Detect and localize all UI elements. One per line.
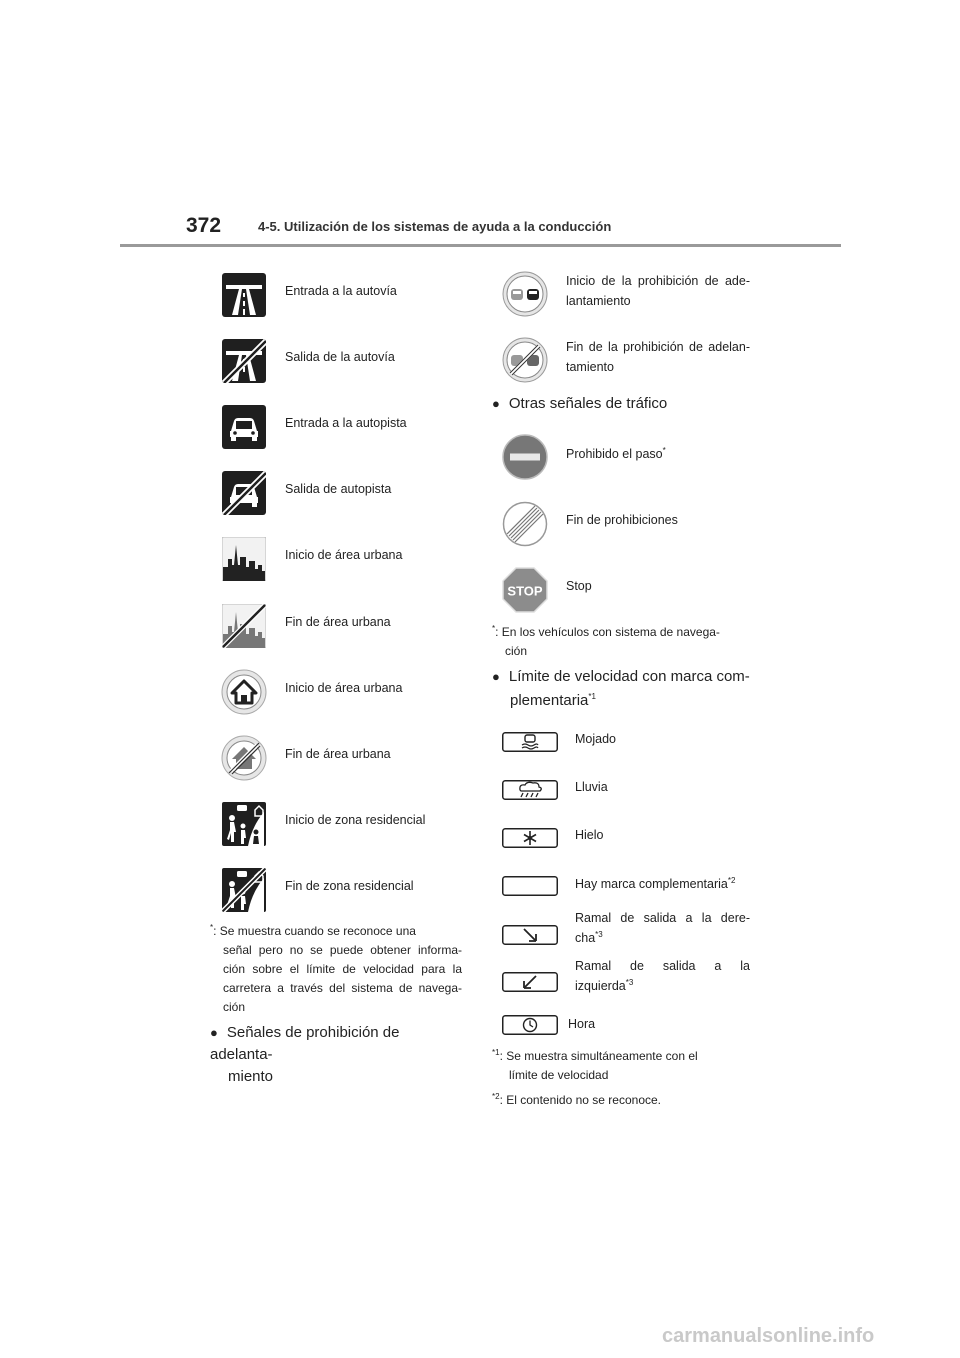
sign-label: Inicio de área urbana <box>285 681 403 695</box>
footnote-line: señal pero no se puede obtener informa- <box>223 943 462 957</box>
clock-plate-icon <box>502 1015 558 1035</box>
footnote-line: límite de velocidad <box>509 1068 609 1082</box>
expressway-exit-sign-icon <box>222 471 266 515</box>
footnote-marker: *1 <box>588 692 596 701</box>
footnote-line: ción sobre el límite de velocidad para la <box>223 962 462 976</box>
watermark: carmanualsonline.info <box>662 1325 875 1347</box>
plate-label-text: cha <box>575 931 596 945</box>
sign-label: Fin de área urbana <box>285 615 391 629</box>
footnote-marker: * <box>492 624 496 633</box>
overtaking-heading <box>210 1022 466 1088</box>
sign-label <box>566 444 666 464</box>
plate-label: Hora <box>568 1017 596 1031</box>
motorway-exit-sign-icon <box>222 339 266 383</box>
footnote-marker: * <box>662 445 666 455</box>
footnote-line: ción <box>505 644 528 658</box>
sign-label: Stop <box>566 579 592 593</box>
no-overtaking-start-sign-icon <box>502 271 548 317</box>
footnote-line: carretera a través del sistema de navega- <box>223 981 462 995</box>
end-of-restrictions-sign-icon <box>502 501 548 547</box>
bullet-icon: ● <box>492 396 500 411</box>
footnote-line: : El contenido no se reconoce. <box>499 1093 661 1107</box>
footnote-marker: *2 <box>727 875 736 885</box>
urban-area-start-sign-icon <box>222 537 266 581</box>
exit-right-arrow-plate-icon <box>502 925 558 945</box>
urban-area-end-sign-icon <box>222 604 266 648</box>
plate-label <box>575 976 633 996</box>
ice-plate-icon <box>502 828 558 848</box>
sign-label: Fin de la prohibición de adelan- <box>566 340 750 354</box>
footnote-simultaneous <box>492 1047 752 1085</box>
plate-label: Mojado <box>575 732 616 746</box>
sign-label: Fin de área urbana <box>285 747 391 761</box>
sign-label: Salida de la autovía <box>285 350 395 364</box>
sign-label: tamiento <box>566 360 614 374</box>
footnote-line: : Se muestra cuando se reconoce una <box>213 924 416 938</box>
footnote-line: : Se muestra simultáneamente con el <box>499 1049 698 1063</box>
other-signs-heading <box>492 393 667 415</box>
plate-label: Hielo <box>575 828 604 842</box>
bullet-icon: ● <box>210 1025 218 1040</box>
footnote-marker: *3 <box>595 929 603 939</box>
bullet-icon: ● <box>492 669 500 684</box>
sign-label-text: Prohibido el paso <box>566 447 663 461</box>
footnote-line: : En los vehículos con sistema de navega- <box>495 625 720 639</box>
stop-sign-text: STOP <box>507 583 543 599</box>
sign-label: Fin de prohibiciones <box>566 513 678 527</box>
sign-label: Entrada a la autopista <box>285 416 407 430</box>
footnote-marker: *2 <box>492 1092 500 1101</box>
sign-label: Salida de autopista <box>285 482 392 496</box>
page-number: 372 <box>186 214 222 237</box>
section-title: 4-5. Utilización de los sistemas de ayuda a la conducción <box>258 219 612 234</box>
sign-label: Inicio de la prohibición de ade- <box>566 274 750 288</box>
exit-left-arrow-plate-icon <box>502 972 558 992</box>
expressway-entry-sign-icon <box>222 405 266 449</box>
wet-road-plate-icon <box>502 732 558 752</box>
urban-house-start-sign-icon <box>221 669 267 715</box>
heading-line: Límite de velocidad con marca com- <box>508 668 750 685</box>
sign-label: Inicio de área urbana <box>285 548 403 562</box>
rain-plate-icon <box>502 780 558 800</box>
footnote-marker: *1 <box>492 1048 500 1057</box>
heading-line: Señales de prohibición de adelanta- <box>210 1024 400 1063</box>
footnote-line: ción <box>223 1000 246 1014</box>
footnote-marker: * <box>210 923 214 932</box>
sign-label: lantamiento <box>566 294 631 308</box>
motorway-entry-sign-icon <box>222 273 266 317</box>
heading-line: plementaria <box>510 692 589 709</box>
heading-line: miento <box>228 1068 274 1085</box>
plate-label-text: izquierda <box>575 979 626 993</box>
plate-label: Ramal de salida a la <box>575 959 750 973</box>
no-overtaking-end-sign-icon <box>502 337 548 383</box>
footnote-navigation <box>210 922 462 1017</box>
plate-label <box>575 874 735 894</box>
plate-label: Lluvia <box>575 780 608 794</box>
urban-house-end-sign-icon <box>221 735 267 781</box>
no-entry-sign-icon <box>502 434 548 480</box>
blank-plate-icon <box>502 876 558 896</box>
heading-text: Otras señales de tráfico <box>508 395 668 412</box>
residential-zone-start-sign-icon <box>222 802 266 846</box>
speed-limit-heading <box>492 666 752 712</box>
plate-label <box>575 928 603 948</box>
stop-sign-icon <box>502 567 548 613</box>
header-rule <box>120 244 841 247</box>
residential-zone-end-sign-icon <box>222 868 266 912</box>
footnote-not-recognized <box>492 1091 752 1110</box>
footnote-marker: *3 <box>625 977 634 987</box>
footnote-navigation-right <box>492 623 752 661</box>
sign-label: Fin de zona residencial <box>285 879 414 893</box>
plate-label: Ramal de salida a la dere- <box>575 911 750 925</box>
sign-label: Inicio de zona residencial <box>285 813 426 827</box>
plate-label-text: Hay marca complementaria <box>575 877 728 891</box>
sign-label: Entrada a la autovía <box>285 284 397 298</box>
